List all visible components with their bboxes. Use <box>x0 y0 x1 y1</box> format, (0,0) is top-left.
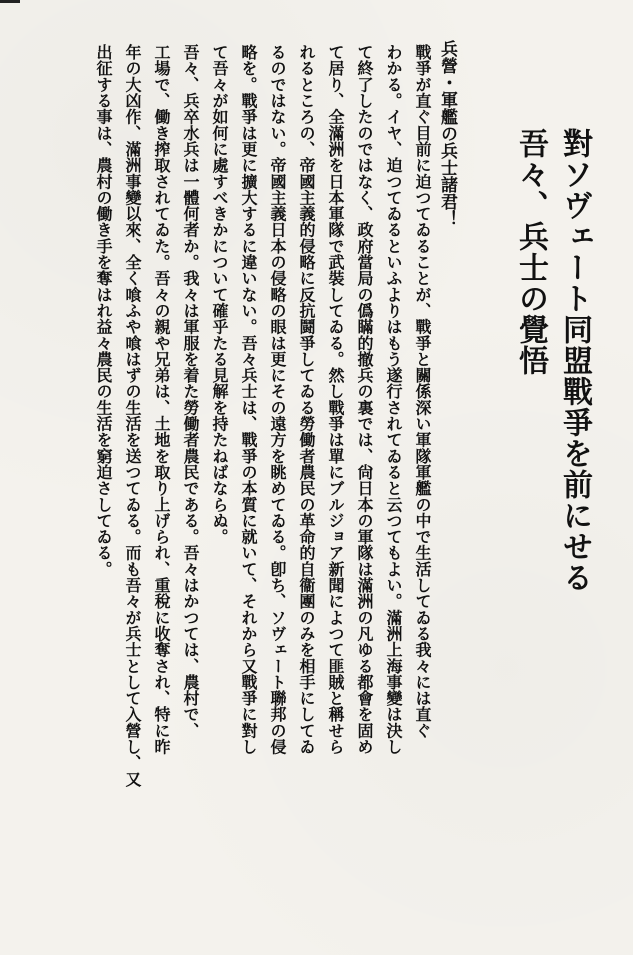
body-column-1: 戰爭が直ぐ目前に迫つてゐることが、戰爭と關係深い軍隊軍艦の中で生活してゐる我々には直ぐ <box>413 44 432 739</box>
body-column-12: 出征する事は、農村の働き手を奪はれ益々農民の生活を窮迫さしてゐる。 <box>94 44 113 577</box>
body-column-5: れるところの、帝國主義的侵略に反抗鬪爭してゐる勞働者農民の革命的自衞團のみを相手にしてゐ <box>297 44 316 755</box>
body-column-4: て居り、全滿洲を日本軍隊で武裝してゐる。然し戰爭は單にブルジョア新聞によつて匪賊と稱せら <box>326 44 345 755</box>
body-column-8: て吾々が如何に處すべきかについて確乎たる見解を持たねばならぬ。 <box>210 44 229 545</box>
body-column-10: 工場で、働き搾取されてゐた。吾々の親や兄弟は、土地を取り上げられ、重稅に收奪され、特に昨 <box>152 44 171 755</box>
body-column-3: て終了したのではなく、政府當局の僞瞞的撤兵の裏では、尙日本の軍隊は滿洲の凡ゆる都會を固め <box>355 44 374 755</box>
body-column-7: 略を。戰爭は更に擴大するに違いない。吾々兵士は、戰爭の本質に就いて、それから又戰爭に對し <box>239 44 258 755</box>
body-column-9: 吾々、兵卒水兵は一體何者か。我々は軍服を着た勞働者農民である。吾々はかつては、農村で、 <box>181 44 200 739</box>
body-column-6: るのではない。帝國主義日本の侵略の眼は更にその遠方を眺めてゐる。卽ち、ソヴェート聯邦の侵 <box>268 44 287 755</box>
body-column-2: わかる。イヤ、迫つてゐるといふよりはもう遂行されてゐると云つてもよい。滿洲上海事變は決し <box>384 44 403 755</box>
document-title-line-1: 對ソヴェート同盟戰爭を前にせる <box>557 128 592 593</box>
body-column-11: 年の大凶作、滿洲事變以來、全く喰ふや喰はずの生活を送つてゐる。而も吾々が兵士として入營し、又 <box>123 44 142 787</box>
document-title-line-2: 吾々、兵士の覺悟 <box>513 128 548 376</box>
section-heading: 兵營・軍艦の兵士諸君！ <box>437 40 457 227</box>
page-number <box>0 0 20 3</box>
